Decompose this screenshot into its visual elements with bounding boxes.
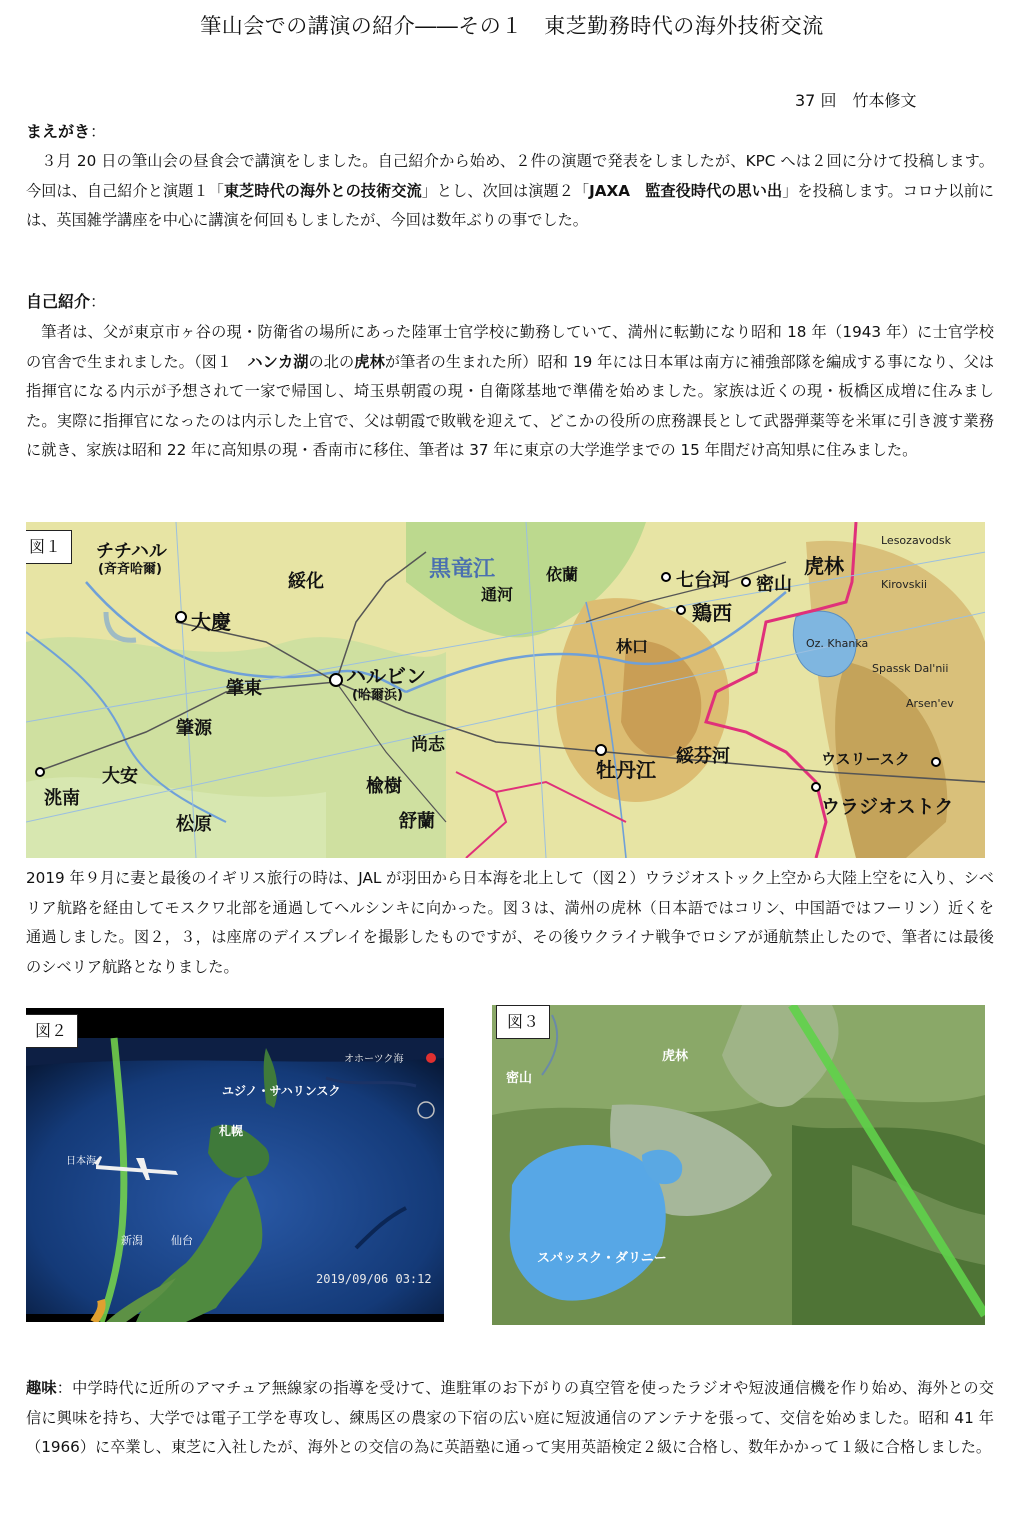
map-label-daqing: 大慶	[191, 610, 231, 634]
map-label-songyuan: 松原	[176, 814, 212, 835]
map-label-khanka: Oz. Khanka	[806, 637, 869, 650]
map-label-qitaihe: 七台河	[676, 570, 730, 591]
map-label-linkou: 林口	[616, 637, 649, 656]
fig3-label-mishan: 密山	[506, 1071, 533, 1086]
flight-paragraph	[26, 864, 994, 982]
map-label-yilan: 依蘭	[546, 565, 579, 584]
fig2-label-okhotsk: オホーツク海	[344, 1054, 404, 1065]
jiko-text-2: の北の	[308, 352, 355, 371]
map-label-harbin: ハルビン	[346, 664, 426, 688]
map-label-spassk: Spassk Dal'nii	[872, 662, 949, 675]
figure-3-photo	[492, 1005, 985, 1325]
figure-1-label: 図１	[26, 530, 72, 564]
page-title: 筆山会での講演の紹介――その１ 東芝勤務時代の海外技術交流	[200, 14, 824, 38]
maegaki-text-3: 」を投稿します。コロナ以前には、英国雑学講座を中心に講演を何回もしましたが、今回は数年ぶりの事でした。	[26, 181, 994, 230]
jiko-paragraph	[26, 318, 994, 466]
fig2-label-sendai: 仙台	[171, 1234, 193, 1247]
fig3-label-hulin: 虎林	[662, 1049, 689, 1064]
figure-2-label: 図２	[26, 1014, 78, 1048]
map-label-shangzhi: 尚志	[411, 735, 445, 755]
figure-3-image	[492, 1005, 985, 1325]
fig2-label-sea-japan: 日本海	[66, 1156, 96, 1167]
jiko-bold-1: ハンカ湖	[247, 352, 309, 371]
shumi-text: ：中学時代に近所のアマチュア無線家の指導を受けて、進駐軍のお下がりの真空管を使ったラジオや短波通信機を作り始め、海外との交信に興味を持ち、大学では電子工学を専攻し、練馬区の農家の下宿の広い庭に短波通信のアンテナを張って、交信を始めました。昭和 41 年（1966）に卒業し、東芝に入社したが、海外との交信の為に英語塾に通って実用英語検定２級に合格し、数年かかって１級に合格しました。	[26, 1379, 994, 1457]
maegaki-bold-2: JAXA 監査役時代の思い出	[589, 181, 783, 200]
jiko-colon: ：	[90, 292, 107, 311]
map-label-tonghe: 通河	[481, 585, 514, 604]
map-label-da-an: 大安	[102, 766, 138, 787]
map-label-zhaoyuan: 肇源	[176, 718, 212, 739]
map-label-ussuriysk: ウスリースク	[821, 750, 910, 768]
author-line: 37 回 竹本修文	[795, 91, 917, 110]
map-label-mishan: 密山	[756, 574, 792, 595]
figure-3-label: 図３	[496, 1005, 550, 1039]
maegaki-text-2: 」とし、次回は演題２「	[421, 181, 590, 200]
fig2-label-niigata: 新潟	[121, 1234, 143, 1247]
fig2-timestamp: 2019/09/06 03:12	[316, 1272, 432, 1286]
jiko-heading	[26, 289, 106, 312]
map-label-vladivostok: ウラジオストク	[821, 796, 954, 818]
fig3-label-spassk: スパッスク・ダリニー	[537, 1251, 667, 1266]
figure-2-photo	[26, 1008, 444, 1322]
map-label-qiqihar: チチハル	[96, 541, 167, 562]
shumi-heading: 趣味	[26, 1379, 57, 1397]
maegaki-heading	[26, 119, 106, 142]
map-label-suihua: 綏化	[288, 571, 324, 592]
flight-text: 2019 年９月に妻と最後のイギリス旅行の時は、JAL が羽田から日本海を北上して（図２）ウラジオストック上空から大陸上空をに入り、シベリア航路を経由してモスクワ北部を通過してヘルシンキに向かった。図３は、満州の虎林（日本語ではコリン、中国語ではフーリン）近くを通過しました。図２，３，は座席のデイスプレイを撮影したものですが、その後ウクライナ戦争でロシアが通航禁止したので、筆者には最後のシベリア航路となりました。	[26, 869, 994, 976]
map-label-arsenev: Arsen'ev	[906, 697, 954, 710]
shumi-paragraph	[26, 1374, 994, 1463]
map-label-zhaodong: 肇東	[226, 678, 262, 699]
map-label-taonan: 洮南	[44, 788, 80, 809]
maegaki-heading-text: まえがき	[26, 122, 91, 141]
jiko-bold-2: 虎林	[354, 352, 385, 371]
map-label-jixi: 鶏西	[692, 601, 732, 625]
map-label-kirovskii: Kirovskii	[881, 578, 928, 591]
map-label-hulin: 虎林	[804, 554, 844, 578]
maegaki-text-1: ３月 20 日の筆山会の昼食会で講演をしました。自己紹介から始め、２件の演題で発表をしましたが、KPC へは２回に分けて投稿します。今回は、自己紹介と演題１「	[26, 152, 994, 200]
map-label-lesozavodsk: Lesozavodsk	[881, 534, 952, 547]
map-label-qiqihar-kanji: (斉斉哈爾)	[98, 562, 162, 577]
jiko-text-1: 筆者は、父が東京市ヶ谷の現・防衛省の場所にあった陸軍士官学校に勤務していて、満州に転勤になり昭和 18 年（1943 年）に士官学校の官舎で生まれました。（図１	[26, 323, 994, 371]
figure-1-map	[26, 522, 985, 858]
map-label-shulan: 舒蘭	[399, 811, 435, 832]
map-label-suifenhe: 綏芬河	[676, 746, 730, 767]
jiko-text-3: が筆者の生まれた所）昭和 19 年には日本軍は南方に補強部隊を編成する事になり、父は指揮官になる内示が予想されて一家で帰国し、埼玉県朝霞の現・自衛隊基地で準備を始めました。家族は近くの現・板橋区成増に住みました。実際に指揮官になったのは内示した上官で、父は朝霞で敗戦を迎えて、どこかの役所の庶務課長として武器弾薬等を米軍に引き渡す業務に就き、家族は昭和 22 年に高知県の現・香南市に移住、筆者は 37 年に東京の大学進学までの 15 年間だけ高知県に住みました。	[26, 352, 995, 460]
jiko-heading-text: 自己紹介	[26, 292, 91, 311]
maegaki-paragraph	[26, 147, 994, 236]
maegaki-colon: ：	[90, 122, 107, 141]
fig2-label-yuzhno: ユジノ・サハリンスク	[222, 1084, 341, 1098]
map-label-mudanjiang: 牡丹江	[596, 758, 656, 782]
map-label-heilongjiang: 黒竜江	[429, 557, 496, 582]
maegaki-bold-1: 東芝時代の海外との技術交流	[223, 181, 422, 200]
fig2-label-sapporo: 札幌	[219, 1124, 244, 1138]
map-label-yushu: 楡樹	[366, 776, 402, 797]
map-label-harbin-kanji: (哈爾浜)	[352, 688, 403, 703]
